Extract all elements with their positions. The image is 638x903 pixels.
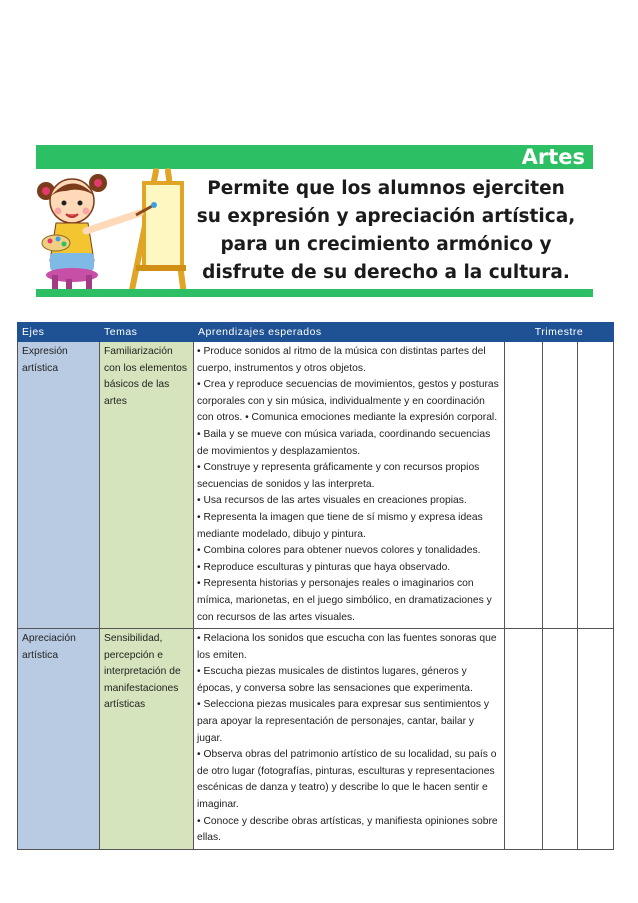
header-trimestre: Trimestre [505, 323, 614, 342]
table-header-row [18, 323, 614, 342]
eje-cell: Apreciación artística [18, 629, 100, 850]
aprendizaje-item: • Representa la imagen que tiene de sí mismo y expresa ideas mediante modelado, dibujo y pintura. [197, 511, 483, 540]
trimestre-cell-1 [505, 342, 543, 629]
eje-cell: Expresión artística [18, 342, 100, 629]
banner-slogan [186, 175, 586, 287]
trimestre-cell-3 [578, 629, 614, 850]
header-aprendizajes: Aprendizajes esperados [194, 323, 505, 342]
table-row [18, 342, 614, 629]
aprendizaje-item: • Representa historias y personajes reales o imaginarios con mímica, marionetas, en el juego simbólico, en dramatizaciones y con recursos de las artes visuales. [197, 578, 492, 623]
slogan-line: Permite que los alumnos ejerciten [207, 178, 565, 199]
aprendizajes-cell [194, 342, 505, 629]
banner-bottom-stripe [36, 289, 593, 297]
aprendizaje-item: • Relaciona los sonidos que escucha con las fuentes sonoras que los emiten. [197, 633, 497, 661]
tema-cell: Familiarización con los elementos básicos de las artes [100, 342, 194, 629]
header-ejes: Ejes [18, 323, 100, 342]
aprendizaje-item: • Selecciona piezas musicales para expresar sus sentimientos y para apoyar la representación de personajes, cantar, bailar y jugar. [197, 699, 490, 744]
table-row [18, 629, 614, 850]
trimestre-cell-1 [505, 629, 543, 850]
slogan-line: disfrute de su derecho a la cultura. [202, 262, 570, 283]
easel-icon [131, 171, 186, 295]
trimestre-cell-2 [543, 629, 578, 850]
planning-table [17, 322, 614, 850]
aprendizaje-item: • Construye y representa gráficamente y con recursos propios secuencias de sonidos y las interpreta. [197, 462, 480, 490]
aprendizaje-item: • Crea y reproduce secuencias de movimientos, gestos y posturas corporales con y sin música, individualmente y en coordinación con otros. • Comunica emociones mediante la expresión corporal. [197, 379, 499, 424]
aprendizaje-item: • Conoce y describe obras artísticas, y manifiesta opiniones sobre ellas. [197, 815, 498, 844]
child-painting-illustration [36, 161, 186, 297]
trimestre-cell-2 [543, 342, 578, 629]
artes-banner [36, 145, 593, 297]
header-temas: Temas [100, 323, 194, 342]
slogan-line: su expresión y apreciación artística, [196, 206, 576, 227]
aprendizaje-item: • Combina colores para obtener nuevos colores y tonalidades. [197, 545, 481, 557]
aprendizaje-item: • Reproduce esculturas y pinturas que haya observado. [197, 561, 451, 573]
aprendizaje-item: • Baila y se mueve con música variada, coordinando secuencias de movimientos y desplazamientos. [197, 428, 491, 457]
aprendizajes-cell [194, 629, 505, 850]
tema-cell: Sensibilidad, percepción e interpretación de manifestaciones artísticas [100, 629, 194, 850]
slogan-line: para un crecimiento armónico y [220, 234, 552, 255]
aprendizaje-item: • Produce sonidos al ritmo de la música con distintas partes del cuerpo, instrumentos y otros objetos. [197, 346, 486, 374]
aprendizaje-item: • Escucha piezas musicales de distintos lugares, géneros y épocas, y conversa sobre las sensaciones que experimenta. [197, 666, 473, 694]
banner-title: Artes [521, 145, 585, 169]
aprendizaje-item: • Observa obras del patrimonio artístico de su localidad, su país o de otro lugar (fotografías, pinturas, esculturas y representaciones escénicas de danza y teatro) y describe lo que le hacen sentir e imaginar. [197, 749, 497, 811]
aprendizaje-item: • Usa recursos de las artes visuales en creaciones propias. [197, 495, 467, 507]
trimestre-cell-3 [578, 342, 614, 629]
child-icon [37, 174, 157, 295]
